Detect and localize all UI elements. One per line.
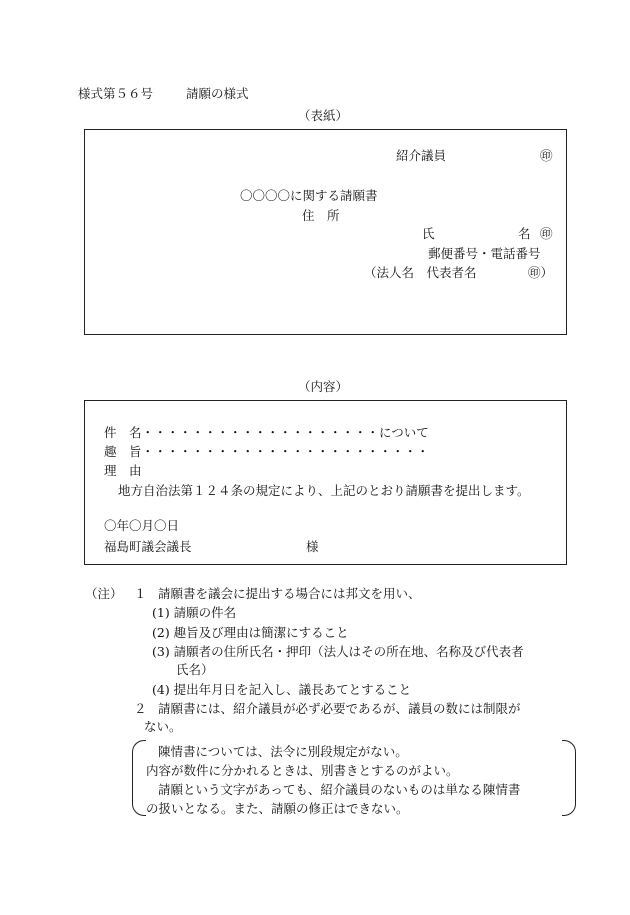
postal-phone-label: 郵便番号・電話番号 <box>428 246 541 261</box>
note-2-line1: 請願書には、紹介議員が必ず必要であるが、議員の数には制限が <box>158 701 521 716</box>
petition-title: 〇〇〇〇に関する請願書 <box>240 188 378 203</box>
name-label-left: 氏 <box>422 226 435 241</box>
subject-line: 件 名・・・・・・・・・・・・・・・・・・・について <box>104 425 429 440</box>
addressee-honorific: 様 <box>306 539 319 554</box>
note-sub-3-line1: (3) 請願者の住所氏名・押印（法人はその所在地、名称及び代表者 <box>152 644 524 659</box>
address-label: 住 所 <box>302 208 340 223</box>
corp-rep-label: （法人名 代表者名 <box>364 265 477 280</box>
cover-box <box>84 129 567 335</box>
note-2-line2: ない。 <box>144 719 182 734</box>
aside-right-bracket <box>562 740 576 816</box>
aside-left-bracket <box>132 740 146 816</box>
note-sub-3-line2: 氏名） <box>176 662 214 677</box>
note-1-text: 請願書を議会に提出する場合には邦文を用い、 <box>158 586 421 601</box>
aside-line-2: 内容が数件に分かれるときは、別書きとするのがよい。 <box>146 763 459 778</box>
note-sub-1: (1) 請願の件名 <box>152 605 237 620</box>
note-1-number: １ <box>134 586 147 601</box>
date-line: 〇年〇月〇日 <box>104 518 180 533</box>
notes-label: （注） <box>85 586 123 601</box>
form-title: 請願の様式 <box>186 86 249 101</box>
name-label-right: 名 <box>518 226 531 241</box>
statement-line: 地方自治法第１２４条の規定により、上記のとおり請願書を提出します。 <box>118 483 530 498</box>
name-seal: ㊞ <box>540 226 553 241</box>
corp-rep-seal: ㊞） <box>528 265 554 280</box>
aside-line-4: の扱いとなる。また、請願の修正はできない。 <box>146 801 409 816</box>
content-label: （内容） <box>298 379 349 394</box>
note-sub-4: (4) 提出年月日を記入し、議長あてとすること <box>152 682 412 697</box>
gist-line: 趣 旨・・・・・・・・・・・・・・・・・・・・・・・ <box>104 444 430 459</box>
note-sub-2: (2) 趣旨及び理由は簡潔にすること <box>152 625 349 640</box>
aside-line-1: 陳情書については、法令に別段規定がない。 <box>158 744 408 759</box>
addressee-line: 福島町議会議長 <box>104 539 192 554</box>
aside-line-3: 請願という文字があっても、紹介議員のないものは単なる陳情書 <box>158 782 521 797</box>
introducer-seal: ㊞ <box>540 148 553 163</box>
introducer-label: 紹介議員 <box>396 148 447 163</box>
form-number: 様式第５６号 <box>78 86 154 101</box>
note-2-number: ２ <box>134 701 147 716</box>
reason-line: 理 由 <box>104 463 142 478</box>
cover-label: （表紙） <box>298 108 349 123</box>
